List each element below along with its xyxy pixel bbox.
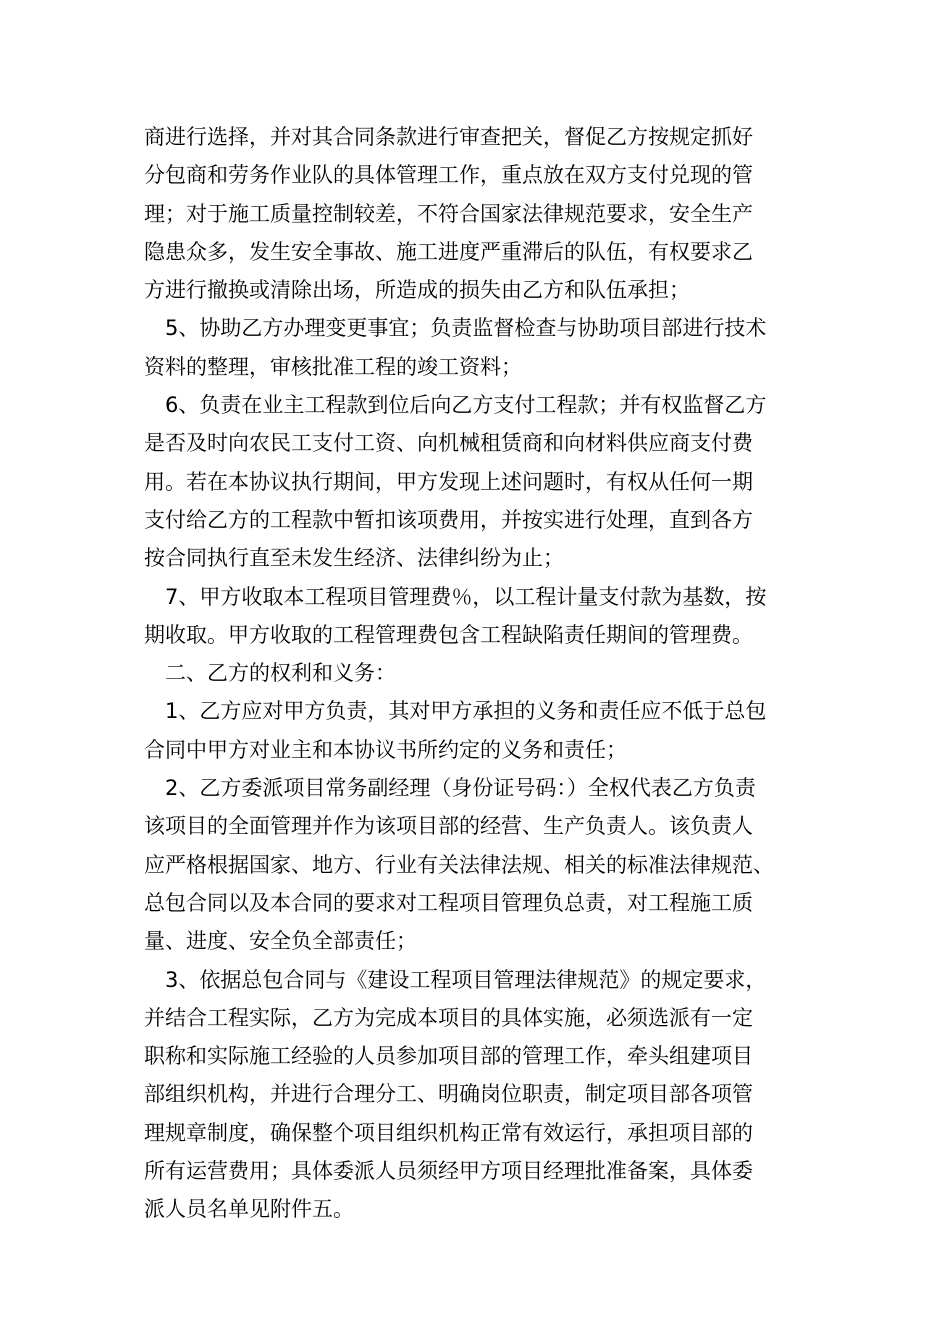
text-line: 按合同执行直至未发生经济、法律纠纷为止； [144, 546, 564, 571]
text-line: 部组织机构，并进行合理分工、明确岗位职责，制定项目部各项管 [144, 1082, 753, 1107]
text-line: 资料的整理，审核批准工程的竣工资料； [144, 354, 522, 379]
clause-7-line: 7、甲方收取本工程项目管理费％，以工程计量支付款为基数，按 [165, 584, 767, 609]
text-line: 是否及时向农民工支付工资、向机械租赁商和向材料供应商支付费 [144, 431, 753, 456]
text-line: 支付给乙方的工程款中暂扣该项费用，并按实进行处理，直到各方 [144, 507, 753, 532]
section-heading: 二、乙方的权利和义务： [165, 661, 396, 686]
text-line: 合同中甲方对业主和本协议书所约定的义务和责任； [144, 737, 627, 762]
clause-5-line: 5、协助乙方办理变更事宜；负责监督检查与协助项目部进行技术 [165, 316, 767, 341]
text-line: 该项目的全面管理并作为该项目部的经营、生产负责人。该负责人 [144, 814, 753, 839]
text-line: 派人员名单见附件五。 [144, 1197, 354, 1222]
text-line: 职称和实际施工经验的人员参加项目部的管理工作，牵头组建项目 [144, 1044, 753, 1069]
text-line: 期收取。甲方收取的工程管理费包含工程缺陷责任期间的管理费。 [144, 622, 753, 647]
clause-2-line: 2、乙方委派项目常务副经理（身份证号码：）全权代表乙方负责 [165, 776, 756, 801]
clause-6-line: 6、负责在业主工程款到位后向乙方支付工程款；并有权监督乙方 [165, 393, 767, 418]
clause-3-line: 3、依据总包合同与《建设工程项目管理法律规范》的规定要求， [165, 967, 767, 992]
clause-1-line: 1、乙方应对甲方负责，其对甲方承担的义务和责任应不低于总包 [165, 699, 767, 724]
text-line: 并结合工程实际，乙方为完成本项目的具体实施，必须选派有一定 [144, 1005, 753, 1030]
text-line: 总包合同以及本合同的要求对工程项目管理负总责，对工程施工质 [144, 890, 753, 915]
text-line: 量、进度、安全负全部责任； [144, 929, 417, 954]
text-line: 商进行选择，并对其合同条款进行审查把关，督促乙方按规定抓好 [144, 125, 753, 149]
text-line: 应严格根据国家、地方、行业有关法律法规、相关的标准法律规范、 [144, 852, 774, 877]
text-line: 所有运营费用；具体委派人员须经甲方项目经理批准备案，具体委 [144, 1159, 753, 1184]
text-line: 方进行撤换或清除出场，所造成的损失由乙方和队伍承担； [144, 278, 690, 303]
text-line: 用。若在本协议执行期间，甲方发现上述问题时，有权从任何一期 [144, 469, 753, 494]
text-line: 隐患众多，发生安全事故、施工进度严重滞后的队伍，有权要求乙 [144, 239, 753, 264]
document-body [144, 118, 824, 1229]
text-line: 分包商和劳务作业队的具体管理工作，重点放在双方支付兑现的管 [144, 163, 753, 188]
text-line: 理规章制度，确保整个项目组织机构正常有效运行，承担项目部的 [144, 1120, 753, 1145]
text-line: 理；对于施工质量控制较差，不符合国家法律规范要求，安全生产 [144, 201, 753, 226]
